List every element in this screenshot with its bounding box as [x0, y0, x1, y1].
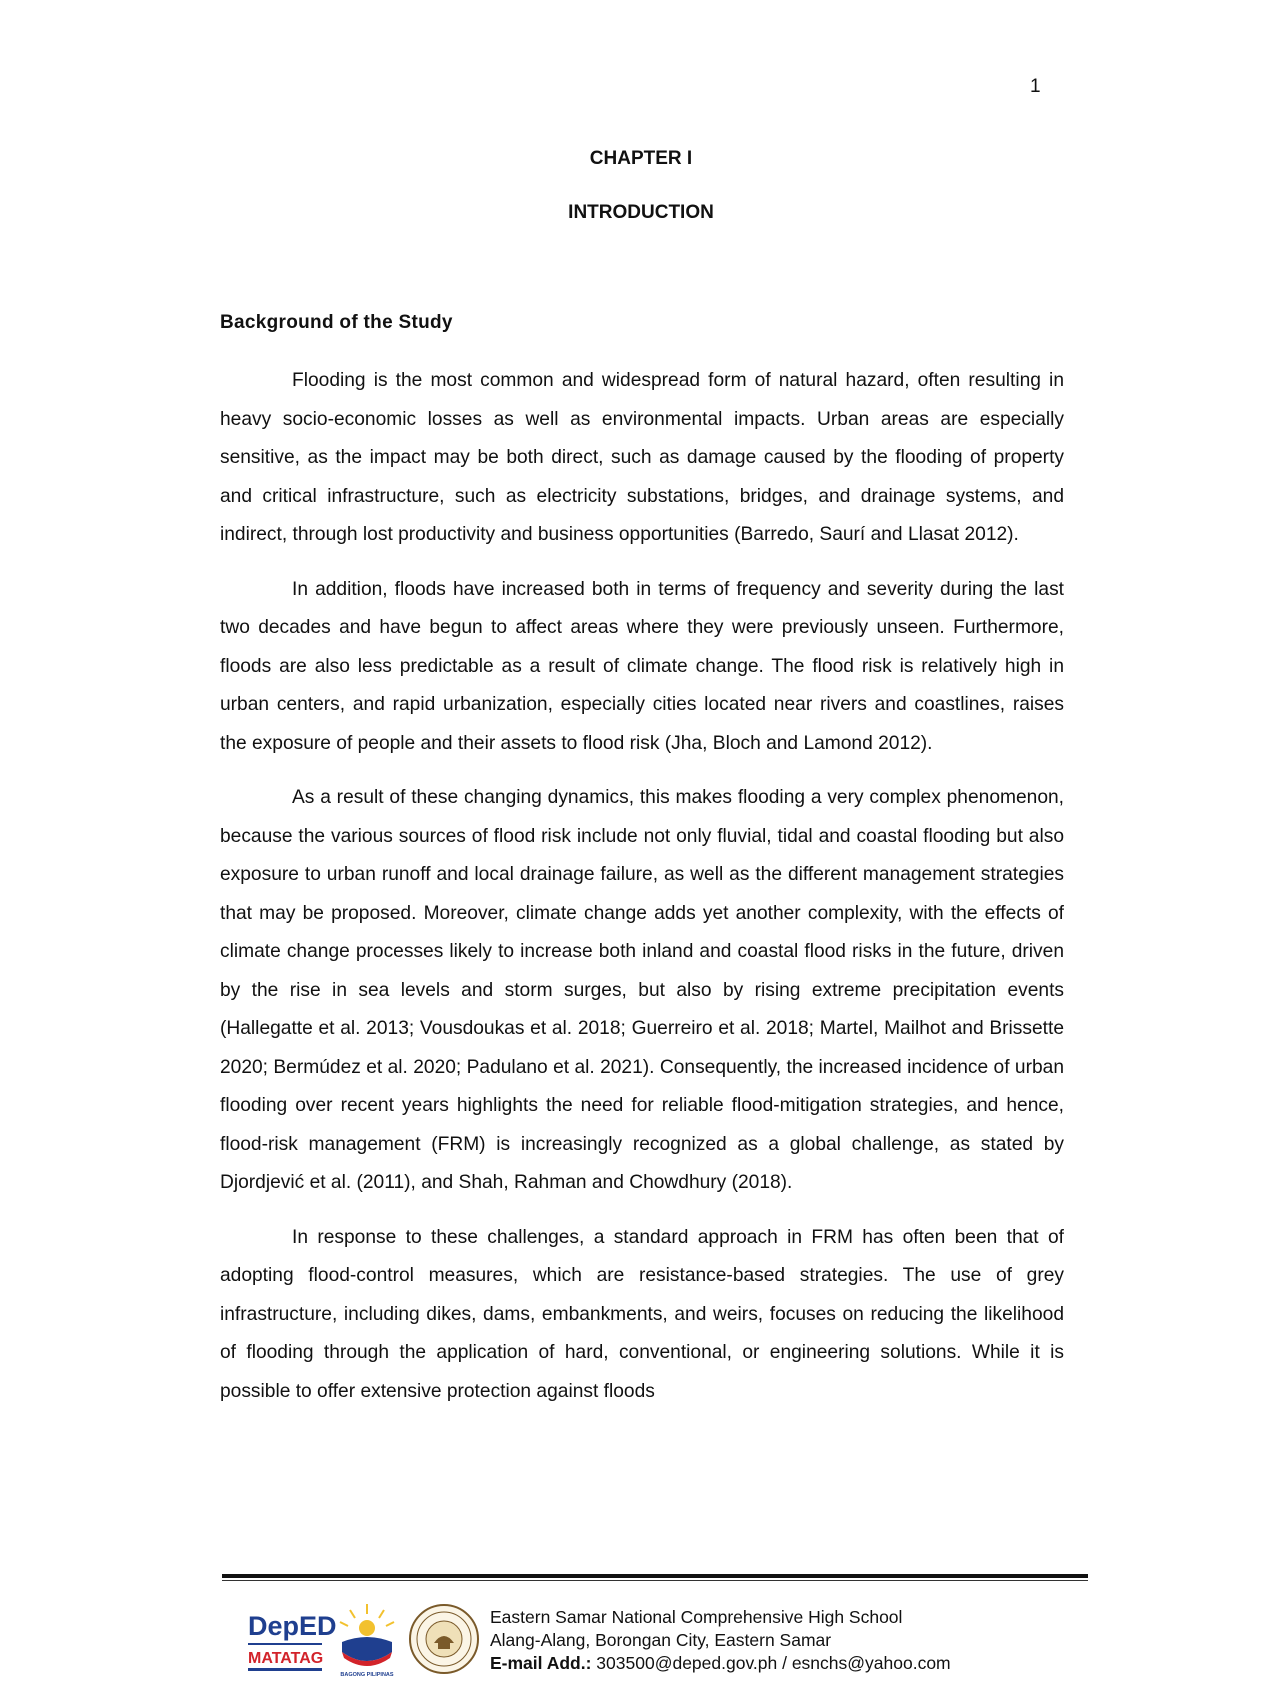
school-email-line [490, 1652, 951, 1675]
school-name: Eastern Samar National Comprehensive High School [490, 1607, 903, 1627]
footer-logos [246, 1598, 480, 1680]
section-heading: Background of the Study [220, 312, 453, 333]
footer-rule [222, 1574, 1088, 1578]
bagong-pilipinas-text: BAGONG PILIPINAS [340, 1672, 394, 1678]
deped-logo [246, 1603, 337, 1675]
matatag-logo-text: MATATAG [248, 1650, 324, 1667]
paragraph-2: In addition, floods have increased both in terms of frequency and severity during the last two decades and have begun to affect areas where they were previously unseen. Furthermore, floods are also less predictable as a result of climate change. The flood risk is relatively high in urban centers, and rapid urbanization, especially cities located near rivers and coastlines, raises the exposure of people and their assets to flood risk (Jha, Bloch and Lamond 2012). [220, 578, 1064, 754]
footer-rule-thin [222, 1580, 1088, 1581]
deped-logo-text: DepED [248, 1611, 337, 1641]
school-info [490, 1606, 951, 1675]
body-text [220, 362, 1064, 1427]
paragraph-1: Flooding is the most common and widespread form of natural hazard, often resulting in heavy socio-economic losses as well as environmental impacts. Urban areas are especially sensitive, as the impact may be both direct, such as damage caused by the flooding of property and critical infrastructure, such as electricity substations, bridges, and drainage systems, and indirect, through lost productivity and business opportunities (Barredo, Saurí and Llasat 2012). [220, 370, 1064, 545]
chapter-number: CHAPTER I [589, 148, 693, 169]
paragraph-4: In response to these challenges, a standard approach in FRM has often been that of adopting flood-control measures, which are resistance-based strategies. The use of grey infrastructure, including dikes, dams, embankments, and weirs, focuses on reducing the likelihood of flooding through the application of hard, conventional, or engineering solutions. While it is possible to offer extensive protection against floods [220, 1226, 1064, 1402]
email-value[interactable]: 303500@deped.gov.ph / esnchs@yahoo.com [591, 1653, 951, 1673]
bagong-pilipinas-logo [334, 1600, 400, 1678]
page-number: 1 [1030, 76, 1041, 97]
chapter-title: INTRODUCTION [568, 202, 714, 223]
paragraph-3: As a result of these changing dynamics, this makes flooding a very complex phenomenon, because the various sources of flood risk include not only fluvial, tidal and coastal flooding but also exposure to urban runoff and local drainage failure, as well as the different management strategies that may be proposed. Moreover, climate change adds yet another complexity, with the effects of climate change processes likely to increase both inland and coastal flood risks in the future, driven by the rise in sea levels and storm surges, but also by rising extreme precipitation events (Hallegatte et al. 2013; Vousdoukas et al. 2018; Guerreiro et al. 2018; Martel, Mailhot and Brissette 2020; Bermúdez et al. 2020; Padulano et al. 2021). Consequently, the increased incidence of urban flooding over recent years highlights the need for reliable flood-mitigation strategies, and hence, flood-risk management (FRM) is increasingly recognized as a global challenge, as stated by Djordjević et al. (2011), and Shah, Rahman and Chowdhury (2018). [220, 787, 1064, 1193]
school-seal-logo [408, 1603, 480, 1675]
school-address: Alang-Alang, Borongan City, Eastern Samar [490, 1630, 832, 1650]
email-label: E-mail Add.: [490, 1653, 592, 1673]
